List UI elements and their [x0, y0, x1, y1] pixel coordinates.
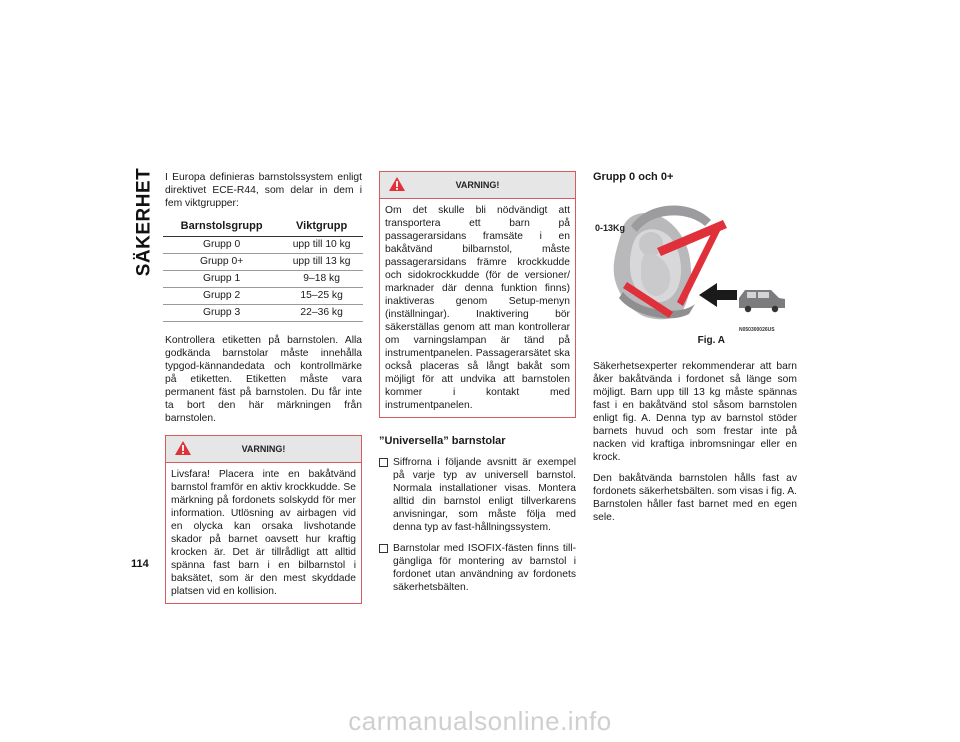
table-header-weight: Viktgrupp — [280, 218, 363, 237]
column-2 — [379, 171, 576, 602]
bullet-list — [379, 456, 576, 594]
weight-group-table — [163, 218, 363, 322]
figure-code: N050300026US — [739, 327, 775, 333]
figure-a — [593, 192, 797, 333]
table-cell: Grupp 2 — [163, 288, 280, 305]
warning-body — [380, 199, 575, 417]
table-cell: upp till 13 kg — [280, 254, 363, 271]
warning-label: VARNING! — [455, 179, 500, 190]
weight-range-label: 0-13Kg — [595, 223, 626, 233]
table-row — [163, 254, 363, 271]
car-icon — [739, 290, 785, 312]
section-side-label: SÄKERHET — [133, 167, 155, 277]
rear-facing-child-seat-illustration — [593, 192, 797, 328]
warning-header — [380, 172, 575, 199]
table-header-row — [163, 218, 363, 237]
checkbox-bullet-icon — [379, 544, 388, 553]
section-heading-group0: Grupp 0 och 0+ — [593, 171, 674, 183]
column-3 — [593, 171, 797, 532]
watermark: carmanualsonline.info — [348, 706, 612, 736]
table-row — [163, 237, 363, 254]
warning-header — [166, 436, 361, 463]
column-1 — [165, 171, 362, 604]
warning-triangle-icon — [174, 440, 192, 456]
page-number: 114 — [131, 558, 149, 570]
table-row — [163, 271, 363, 288]
table-cell: upp till 10 kg — [280, 237, 363, 254]
warning-triangle-icon — [388, 176, 406, 192]
table-cell: 15–25 kg — [280, 288, 363, 305]
label-check-paragraph: Kontrollera etiketten på barnstolen. Alla godkända barnstolar måste innehålla typgod-kännandedata och kontrollmärke på etiketten. Etiketten måste vara permanent fäst på barnstolen. Du får inte ta bort den här märkningen från barnstolen. — [165, 335, 362, 424]
list-item: Barnstolar med ISOFIX-fästen finns till-gängliga för montering av barnstol i fordonet utan användning av fordonets säkerhetsbälten. — [379, 542, 576, 594]
intro-paragraph: I Europa definieras barnstolssystem enligt direktivet ECE-R44, som delar in dem i fem viktgrupper: — [165, 172, 362, 209]
safety-experts-paragraph: Säkerhetsexperter rekommenderar att barn åker bakåtvända i fordonet så länge som möjligt. Barn upp till 13 kg måste spännas fast i en bakåtvänd stol såsom barnstolen enligt fig. A. Denna typ av barnstol stöder barnets huvud och som frestar inte på nacken vid kraftiga inbromsningar eller en krock. — [593, 361, 797, 463]
warning-text: Om det skulle bli nödvändigt att transportera ett barn på passagerarsidans framsäte i en bakåtvänd bilbarnstol, måste passagerarsidans främre krockkudde och sidokrockkudde (för de versioner/ marknader där denna funktion finns) inaktiveras genom Setup-menyn (inställningar). Inaktivering bör säkerställas genom att man kontrollerar om varningslampan är tänd på instrumentpanelen. Passagerarsätet ska också placeras så långt bakåt som möjligt för att undvika att barnstolen kommer i kontakt med instrumentpanelen. — [385, 205, 570, 411]
warning-body — [166, 463, 361, 603]
table-cell: 9–18 kg — [280, 271, 363, 288]
table-cell: Grupp 0 — [163, 237, 280, 254]
section-heading-universal: ”Universella” barnstolar — [379, 435, 506, 447]
table-cell: Grupp 1 — [163, 271, 280, 288]
checkbox-bullet-icon — [379, 458, 388, 467]
rear-facing-paragraph: Den bakåtvända barnstolen hålls fast av fordonets säkerhetsbälten. som visas i fig. A. Barnstolen håller fast barnet med en egen sele. — [593, 473, 797, 523]
table-cell: Grupp 0+ — [163, 254, 280, 271]
table-cell: Grupp 3 — [163, 305, 280, 322]
table-row — [163, 288, 363, 305]
warning-label: VARNING! — [241, 443, 286, 454]
warning-box-passenger — [379, 171, 576, 418]
warning-box-airbag — [165, 435, 362, 604]
warning-text: Livsfara! Placera inte en bakåtvänd barnstol framför en aktiv krockkudde. Se märkning på fordonets solskydd för mer information. Utlösning av airbagen vid en olycka kan orsaka livshotande skador på barnet oavsett hur kraftig krocken är. Det är tillrådligt att alltid spänna fast barn i en bilbarnstol i baksätet, som är den mest skyddade platsen vid en kollision. — [171, 469, 356, 597]
table-cell: 22–36 kg — [280, 305, 363, 322]
figure-caption: Fig. A — [697, 335, 725, 346]
table-header-group: Barnstolsgrupp — [163, 218, 280, 237]
table-row — [163, 305, 363, 322]
list-item: Siffrorna i följande avsnitt är exempel på varje typ av universell barnstol. Normala installationer visas. Montera alltid din barnstol enligt tillverkarens anvisningar, som måste följa med denna typ av fast-hållningssystem. — [379, 456, 576, 534]
